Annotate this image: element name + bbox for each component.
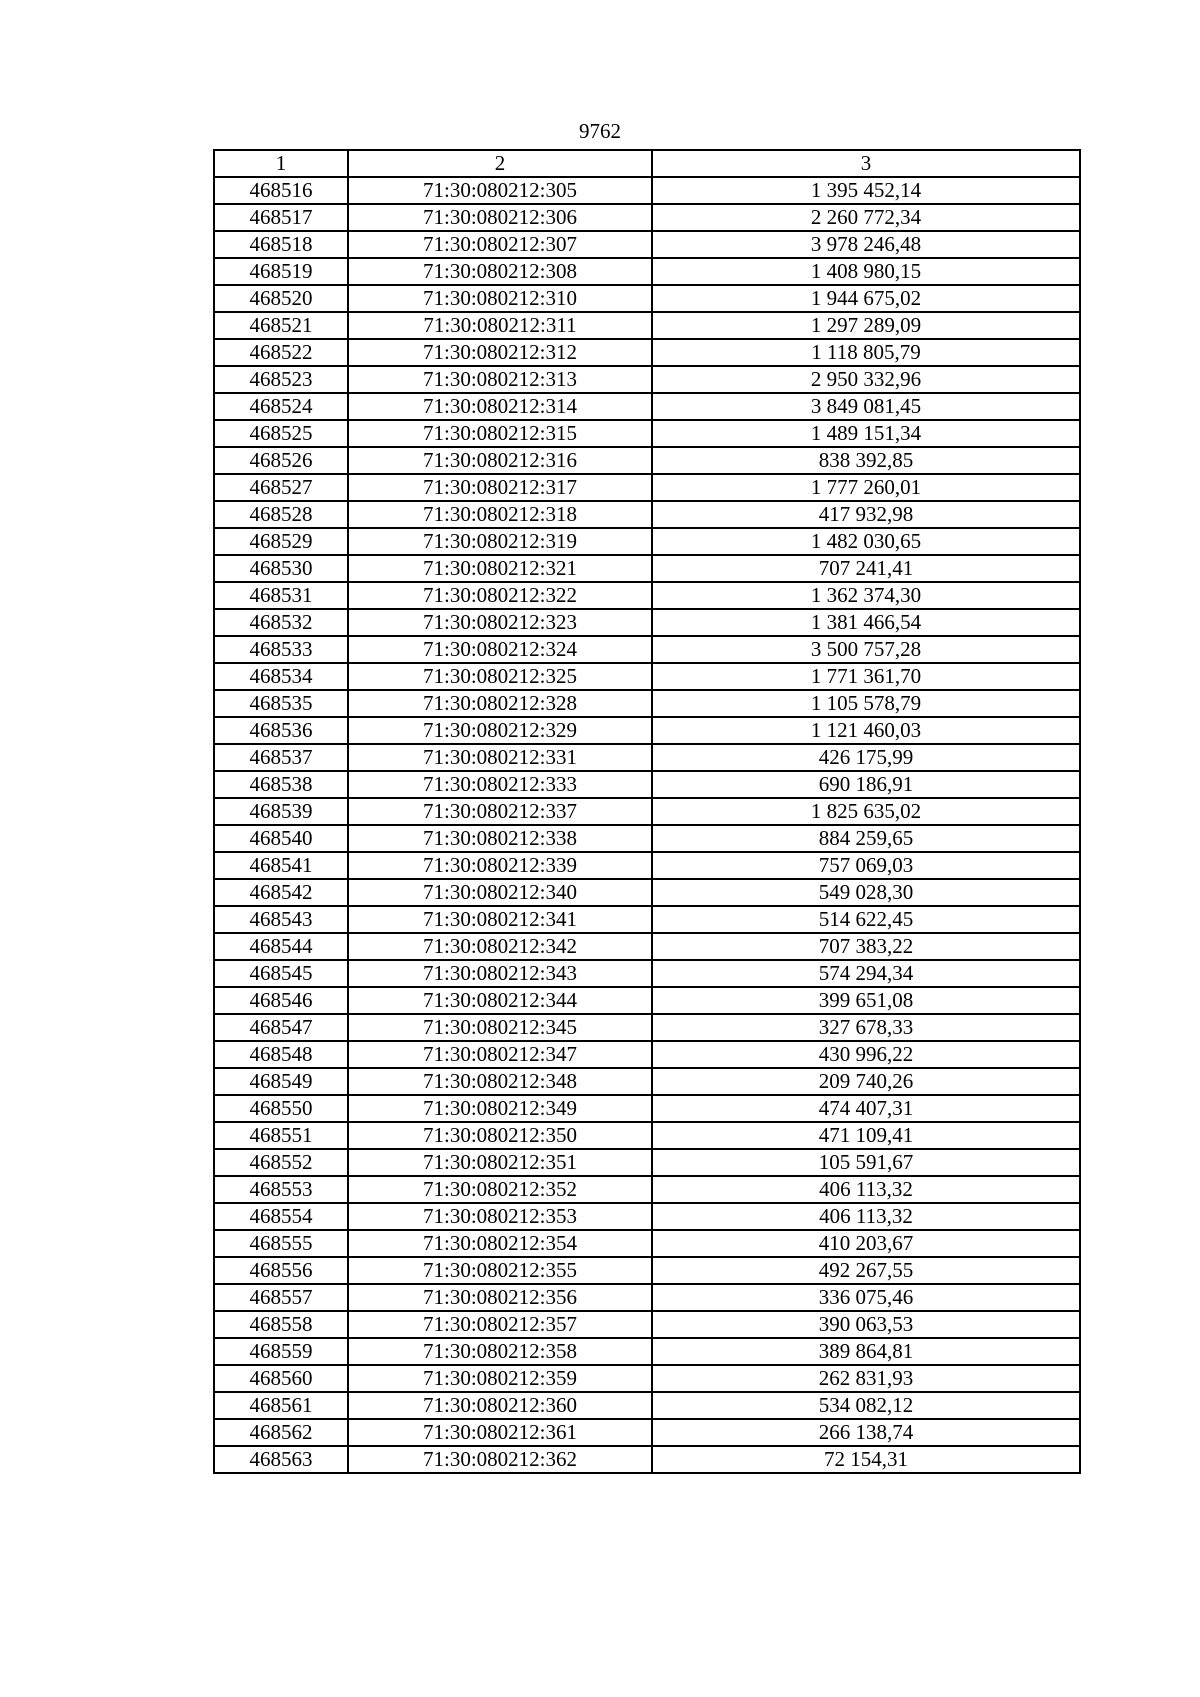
cadastral-number-cell: 71:30:080212:344 (348, 987, 652, 1014)
cadastral-value-cell: 838 392,85 (652, 447, 1080, 474)
table-row (214, 1176, 1080, 1203)
cadastral-number-cell: 71:30:080212:311 (348, 312, 652, 339)
table-row (214, 717, 1080, 744)
cadastral-value-cell: 690 186,91 (652, 771, 1080, 798)
cadastral-value-cell: 389 864,81 (652, 1338, 1080, 1365)
table-row (214, 636, 1080, 663)
table-row (214, 366, 1080, 393)
row-number-cell: 468519 (214, 258, 348, 285)
table-row (214, 879, 1080, 906)
cadastral-number-cell: 71:30:080212:361 (348, 1419, 652, 1446)
page-number: 9762 (579, 119, 621, 143)
table-row (214, 474, 1080, 501)
table-row (214, 1392, 1080, 1419)
cadastral-number-cell: 71:30:080212:325 (348, 663, 652, 690)
cadastral-number-cell: 71:30:080212:347 (348, 1041, 652, 1068)
cadastral-value-cell: 1 118 805,79 (652, 339, 1080, 366)
cadastral-number-cell: 71:30:080212:315 (348, 420, 652, 447)
cadastral-value-table (213, 149, 1081, 1474)
table-row (214, 528, 1080, 555)
cadastral-value-cell: 1 297 289,09 (652, 312, 1080, 339)
cadastral-number-cell: 71:30:080212:351 (348, 1149, 652, 1176)
cadastral-number-cell: 71:30:080212:337 (348, 798, 652, 825)
row-number-cell: 468557 (214, 1284, 348, 1311)
cadastral-value-cell: 492 267,55 (652, 1257, 1080, 1284)
cadastral-number-cell: 71:30:080212:314 (348, 393, 652, 420)
cadastral-value-cell: 406 113,32 (652, 1176, 1080, 1203)
table-row (214, 1419, 1080, 1446)
row-number-cell: 468527 (214, 474, 348, 501)
cadastral-value-cell: 2 950 332,96 (652, 366, 1080, 393)
cadastral-value-cell: 327 678,33 (652, 1014, 1080, 1041)
cadastral-value-cell: 430 996,22 (652, 1041, 1080, 1068)
row-number-cell: 468556 (214, 1257, 348, 1284)
row-number-cell: 468560 (214, 1365, 348, 1392)
cadastral-number-cell: 71:30:080212:360 (348, 1392, 652, 1419)
cadastral-number-cell: 71:30:080212:341 (348, 906, 652, 933)
table-row (214, 609, 1080, 636)
cadastral-value-cell: 1 482 030,65 (652, 528, 1080, 555)
cadastral-value-cell: 574 294,34 (652, 960, 1080, 987)
table-row (214, 501, 1080, 528)
table-row (214, 933, 1080, 960)
row-number-cell: 468521 (214, 312, 348, 339)
table-row (214, 1095, 1080, 1122)
cadastral-number-cell: 71:30:080212:310 (348, 285, 652, 312)
table-row (214, 1257, 1080, 1284)
table-row (214, 744, 1080, 771)
row-number-cell: 468522 (214, 339, 348, 366)
cadastral-number-cell: 71:30:080212:316 (348, 447, 652, 474)
cadastral-number-cell: 71:30:080212:318 (348, 501, 652, 528)
cadastral-number-cell: 71:30:080212:349 (348, 1095, 652, 1122)
row-number-cell: 468533 (214, 636, 348, 663)
row-number-cell: 468552 (214, 1149, 348, 1176)
cadastral-number-cell: 71:30:080212:329 (348, 717, 652, 744)
cadastral-value-cell: 406 113,32 (652, 1203, 1080, 1230)
cadastral-value-cell: 1 362 374,30 (652, 582, 1080, 609)
table-row (214, 420, 1080, 447)
cadastral-value-cell: 2 260 772,34 (652, 204, 1080, 231)
table-row (214, 1446, 1080, 1473)
column-header-1: 1 (214, 150, 348, 177)
row-number-cell: 468550 (214, 1095, 348, 1122)
row-number-cell: 468516 (214, 177, 348, 204)
cadastral-value-cell: 471 109,41 (652, 1122, 1080, 1149)
table-row (214, 1122, 1080, 1149)
table-row (214, 447, 1080, 474)
table-row (214, 177, 1080, 204)
cadastral-number-cell: 71:30:080212:354 (348, 1230, 652, 1257)
cadastral-number-cell: 71:30:080212:353 (348, 1203, 652, 1230)
cadastral-number-cell: 71:30:080212:356 (348, 1284, 652, 1311)
cadastral-number-cell: 71:30:080212:359 (348, 1365, 652, 1392)
cadastral-number-cell: 71:30:080212:322 (348, 582, 652, 609)
row-number-cell: 468562 (214, 1419, 348, 1446)
row-number-cell: 468563 (214, 1446, 348, 1473)
cadastral-value-cell: 1 381 466,54 (652, 609, 1080, 636)
cadastral-value-cell: 1 771 361,70 (652, 663, 1080, 690)
cadastral-value-cell: 417 932,98 (652, 501, 1080, 528)
cadastral-value-cell: 1 105 578,79 (652, 690, 1080, 717)
cadastral-value-cell: 1 408 980,15 (652, 258, 1080, 285)
cadastral-number-cell: 71:30:080212:362 (348, 1446, 652, 1473)
table-row (214, 1338, 1080, 1365)
cadastral-number-cell: 71:30:080212:323 (348, 609, 652, 636)
table-body (214, 177, 1080, 1473)
table-row (214, 1230, 1080, 1257)
column-header-2: 2 (348, 150, 652, 177)
cadastral-value-cell: 410 203,67 (652, 1230, 1080, 1257)
row-number-cell: 468537 (214, 744, 348, 771)
table-row (214, 258, 1080, 285)
cadastral-number-cell: 71:30:080212:321 (348, 555, 652, 582)
cadastral-number-cell: 71:30:080212:352 (348, 1176, 652, 1203)
cadastral-number-cell: 71:30:080212:348 (348, 1068, 652, 1095)
row-number-cell: 468531 (214, 582, 348, 609)
cadastral-value-cell: 105 591,67 (652, 1149, 1080, 1176)
cadastral-number-cell: 71:30:080212:307 (348, 231, 652, 258)
table-row (214, 1311, 1080, 1338)
row-number-cell: 468546 (214, 987, 348, 1014)
table-row (214, 1068, 1080, 1095)
column-header-3: 3 (652, 150, 1080, 177)
row-number-cell: 468553 (214, 1176, 348, 1203)
cadastral-value-cell: 3 978 246,48 (652, 231, 1080, 258)
cadastral-number-cell: 71:30:080212:345 (348, 1014, 652, 1041)
row-number-cell: 468555 (214, 1230, 348, 1257)
row-number-cell: 468561 (214, 1392, 348, 1419)
cadastral-value-cell: 72 154,31 (652, 1446, 1080, 1473)
row-number-cell: 468525 (214, 420, 348, 447)
row-number-cell: 468539 (214, 798, 348, 825)
cadastral-number-cell: 71:30:080212:333 (348, 771, 652, 798)
cadastral-value-cell: 1 944 675,02 (652, 285, 1080, 312)
table-row (214, 825, 1080, 852)
cadastral-number-cell: 71:30:080212:308 (348, 258, 652, 285)
cadastral-number-cell: 71:30:080212:328 (348, 690, 652, 717)
table-row (214, 204, 1080, 231)
cadastral-number-cell: 71:30:080212:312 (348, 339, 652, 366)
row-number-cell: 468518 (214, 231, 348, 258)
row-number-cell: 468536 (214, 717, 348, 744)
cadastral-value-cell: 707 241,41 (652, 555, 1080, 582)
row-number-cell: 468526 (214, 447, 348, 474)
cadastral-number-cell: 71:30:080212:343 (348, 960, 652, 987)
table-row (214, 906, 1080, 933)
cadastral-value-cell: 514 622,45 (652, 906, 1080, 933)
row-number-cell: 468558 (214, 1311, 348, 1338)
row-number-cell: 468545 (214, 960, 348, 987)
cadastral-number-cell: 71:30:080212:306 (348, 204, 652, 231)
cadastral-value-cell: 209 740,26 (652, 1068, 1080, 1095)
cadastral-number-cell: 71:30:080212:355 (348, 1257, 652, 1284)
table-row (214, 1365, 1080, 1392)
row-number-cell: 468517 (214, 204, 348, 231)
cadastral-number-cell: 71:30:080212:340 (348, 879, 652, 906)
row-number-cell: 468530 (214, 555, 348, 582)
row-number-cell: 468559 (214, 1338, 348, 1365)
table-row (214, 1284, 1080, 1311)
cadastral-value-cell: 757 069,03 (652, 852, 1080, 879)
row-number-cell: 468547 (214, 1014, 348, 1041)
cadastral-value-cell: 390 063,53 (652, 1311, 1080, 1338)
table-row (214, 231, 1080, 258)
cadastral-value-cell: 262 831,93 (652, 1365, 1080, 1392)
row-number-cell: 468548 (214, 1041, 348, 1068)
row-number-cell: 468528 (214, 501, 348, 528)
row-number-cell: 468543 (214, 906, 348, 933)
table-row (214, 798, 1080, 825)
cadastral-number-cell: 71:30:080212:358 (348, 1338, 652, 1365)
cadastral-value-cell: 3 849 081,45 (652, 393, 1080, 420)
row-number-cell: 468524 (214, 393, 348, 420)
row-number-cell: 468542 (214, 879, 348, 906)
table-row (214, 555, 1080, 582)
cadastral-value-cell: 336 075,46 (652, 1284, 1080, 1311)
table-row (214, 960, 1080, 987)
table-row (214, 771, 1080, 798)
cadastral-number-cell: 71:30:080212:357 (348, 1311, 652, 1338)
cadastral-number-cell: 71:30:080212:313 (348, 366, 652, 393)
table-row (214, 582, 1080, 609)
cadastral-number-cell: 71:30:080212:338 (348, 825, 652, 852)
table-row (214, 1041, 1080, 1068)
table-row (214, 690, 1080, 717)
cadastral-number-cell: 71:30:080212:305 (348, 177, 652, 204)
cadastral-value-cell: 1 825 635,02 (652, 798, 1080, 825)
table-row (214, 1149, 1080, 1176)
cadastral-value-cell: 1 395 452,14 (652, 177, 1080, 204)
cadastral-number-cell: 71:30:080212:319 (348, 528, 652, 555)
cadastral-number-cell: 71:30:080212:350 (348, 1122, 652, 1149)
table-row (214, 663, 1080, 690)
row-number-cell: 468540 (214, 825, 348, 852)
table-header-row (214, 150, 1080, 177)
row-number-cell: 468520 (214, 285, 348, 312)
row-number-cell: 468551 (214, 1122, 348, 1149)
cadastral-value-cell: 474 407,31 (652, 1095, 1080, 1122)
table-row (214, 339, 1080, 366)
table-row (214, 393, 1080, 420)
cadastral-number-cell: 71:30:080212:342 (348, 933, 652, 960)
table-row (214, 1203, 1080, 1230)
row-number-cell: 468534 (214, 663, 348, 690)
cadastral-number-cell: 71:30:080212:331 (348, 744, 652, 771)
cadastral-value-cell: 707 383,22 (652, 933, 1080, 960)
cadastral-value-cell: 1 489 151,34 (652, 420, 1080, 447)
row-number-cell: 468549 (214, 1068, 348, 1095)
table-row (214, 852, 1080, 879)
cadastral-number-cell: 71:30:080212:324 (348, 636, 652, 663)
row-number-cell: 468532 (214, 609, 348, 636)
cadastral-value-cell: 266 138,74 (652, 1419, 1080, 1446)
cadastral-value-cell: 3 500 757,28 (652, 636, 1080, 663)
row-number-cell: 468544 (214, 933, 348, 960)
row-number-cell: 468523 (214, 366, 348, 393)
table-row (214, 285, 1080, 312)
cadastral-number-cell: 71:30:080212:339 (348, 852, 652, 879)
cadastral-value-cell: 549 028,30 (652, 879, 1080, 906)
cadastral-number-cell: 71:30:080212:317 (348, 474, 652, 501)
row-number-cell: 468535 (214, 690, 348, 717)
cadastral-value-cell: 884 259,65 (652, 825, 1080, 852)
row-number-cell: 468538 (214, 771, 348, 798)
row-number-cell: 468541 (214, 852, 348, 879)
row-number-cell: 468554 (214, 1203, 348, 1230)
table-row (214, 987, 1080, 1014)
cadastral-value-cell: 399 651,08 (652, 987, 1080, 1014)
row-number-cell: 468529 (214, 528, 348, 555)
cadastral-value-cell: 534 082,12 (652, 1392, 1080, 1419)
table-row (214, 1014, 1080, 1041)
cadastral-value-cell: 1 777 260,01 (652, 474, 1080, 501)
cadastral-value-cell: 1 121 460,03 (652, 717, 1080, 744)
cadastral-value-cell: 426 175,99 (652, 744, 1080, 771)
table-row (214, 312, 1080, 339)
